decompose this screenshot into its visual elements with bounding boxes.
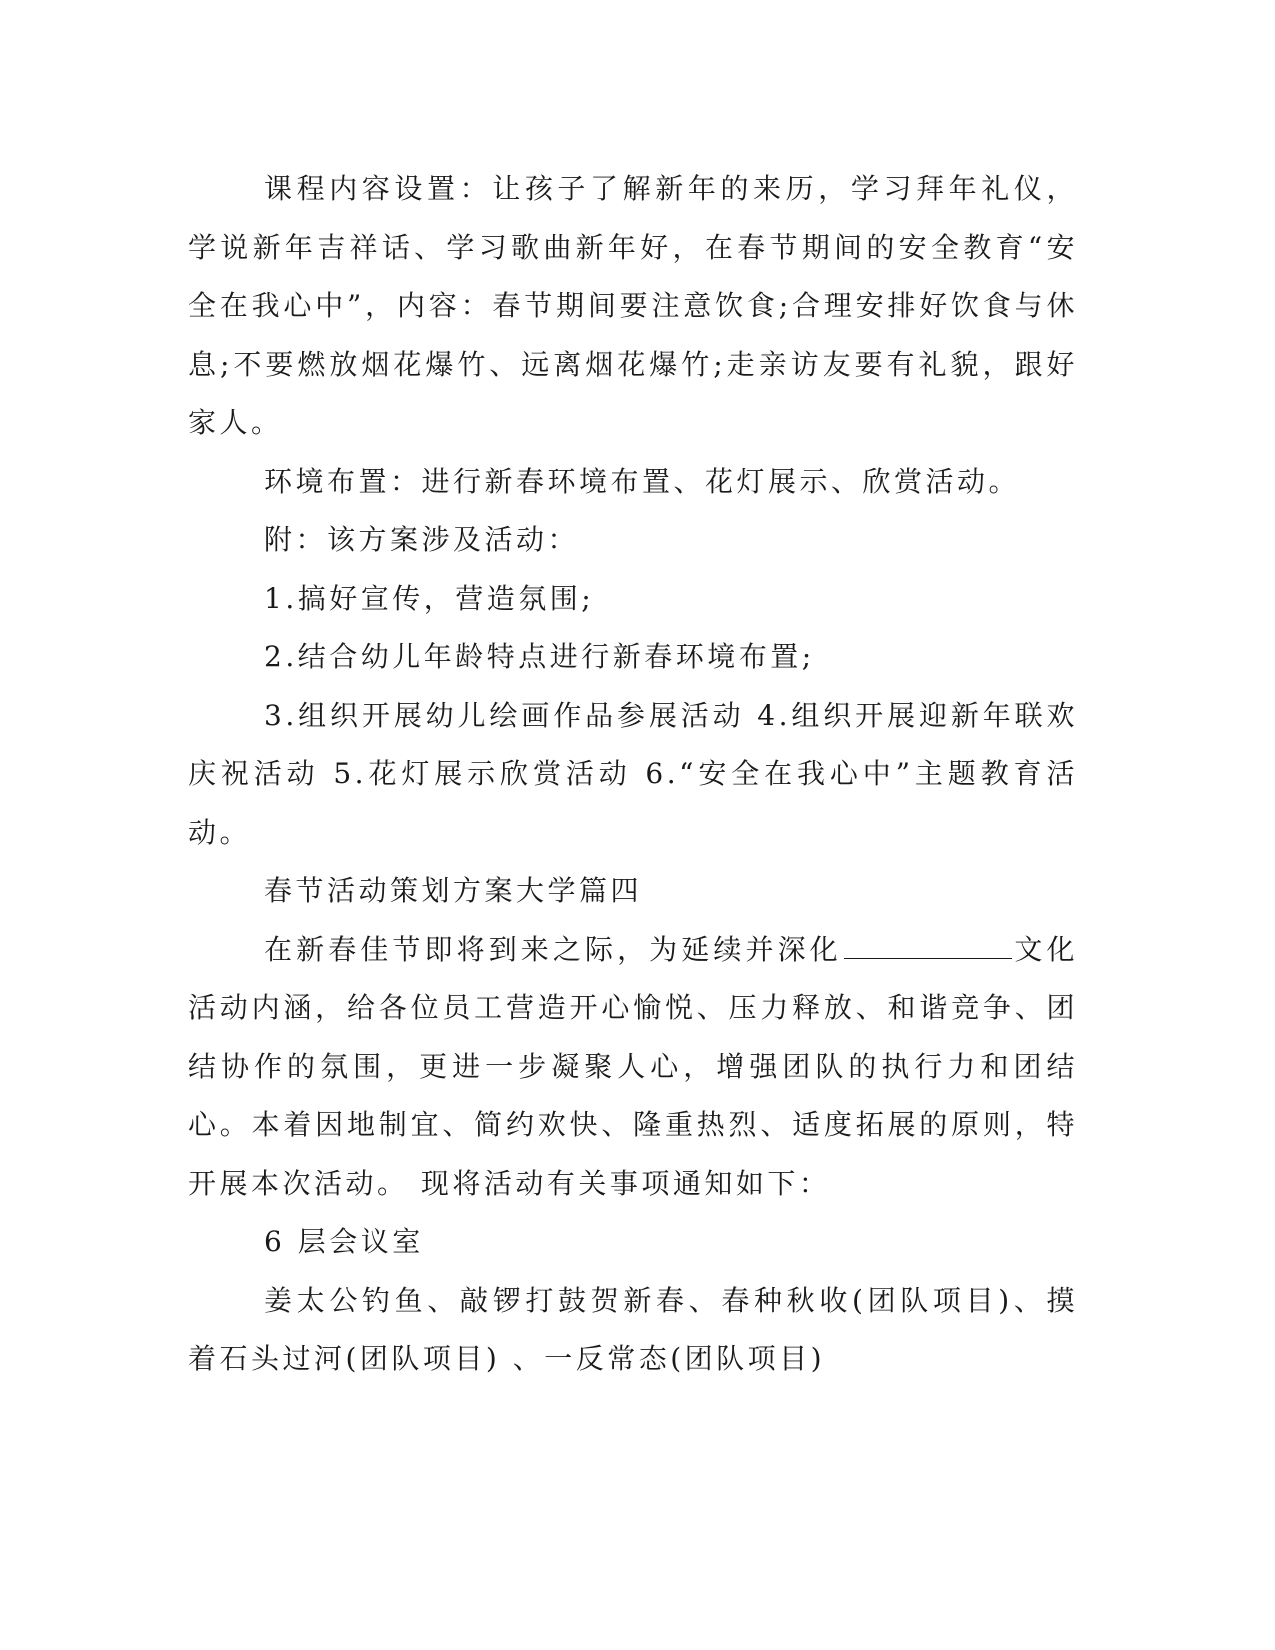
intro-text-before-blank: 在新春佳节即将到来之际，为延续并深化 — [264, 932, 842, 966]
activity-items-3-6: 3.组织开展幼儿绘画作品参展活动 4.组织开展迎新年联欢庆祝活动 5.花灯展示欣赏活动 6.“安全在我心中”主题教育活动。 — [188, 698, 1078, 849]
games-paragraph: 姜太公钓鱼、敲锣打鼓贺新春、春种秋收(团队项目)、摸着石头过河(团队项目) 、一反常态(团队项目) — [188, 1283, 1078, 1375]
fill-in-blank — [844, 932, 1012, 959]
document-body — [188, 160, 1078, 1389]
section-title: 春节活动策划方案大学篇四 — [264, 874, 643, 907]
activity-item-2: 2.结合幼儿年龄特点进行新春环境布置; — [264, 640, 815, 673]
course-content-paragraph: 课程内容设置：让孩子了解新年的来历，学习拜年礼仪，学说新年吉祥话、学习歌曲新年好，在春节期间的安全教育“安全在我心中”，内容：春节期间要注意饮食;合理安排好饮食与休息;不要燃放烟花爆竹、远离烟花爆竹;走亲访友要有礼貌，跟好家人。 — [188, 172, 1078, 439]
location-paragraph: 6 层会议室 — [264, 1225, 424, 1258]
activity-item-1: 1.搞好宣传，营造氛围; — [264, 581, 595, 615]
intro-paragraph — [188, 921, 1078, 1214]
environment-paragraph: 环境布置：进行新春环境布置、花灯展示、欣赏活动。 — [264, 464, 1021, 498]
appendix-heading: 附：该方案涉及活动： — [264, 523, 580, 556]
intro-text-after-blank: 文化活动内涵，给各位员工营造开心愉悦、压力释放、和谐竞争、团结协作的氛围，更进一步凝聚人心，增强团队的执行力和团结心。本着因地制宜、简约欢快、隆重热烈、适度拓展的原则，特开展本次活动。 现将活动有关事项通知如下： — [188, 932, 1078, 1200]
